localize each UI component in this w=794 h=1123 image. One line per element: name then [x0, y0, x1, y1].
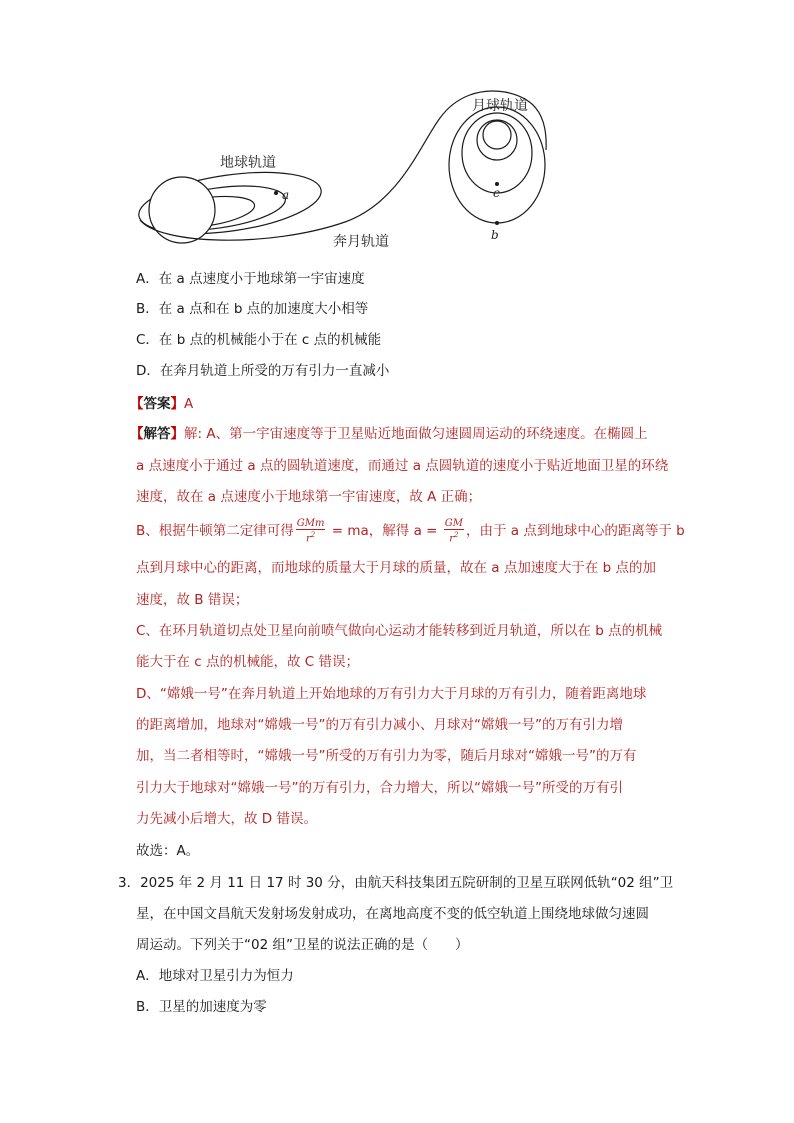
explanation-text-4-mid: = ma，解得 a =	[327, 523, 442, 540]
point-a-dot	[274, 191, 278, 195]
question-3-option-b: B．卫星的加速度为零	[136, 999, 267, 1015]
label-point-b: b	[491, 228, 499, 242]
moon	[483, 121, 511, 149]
explanation-text-11-e: 的万有	[596, 748, 637, 764]
label-point-a: a	[282, 188, 290, 202]
explanation-line-3: 速度，故在 a 点速度小于地球第一宇宙速度，故 A 正确；	[136, 489, 482, 505]
option-d: D．在奔月轨道上所受的万有引力一直减小	[136, 363, 390, 379]
label-earth-orbit: 地球轨道	[220, 155, 276, 171]
explanation-line-13: 力先减小后增大，故 D 错误。	[136, 811, 317, 827]
label-moon-orbit: 月球轨道	[472, 98, 528, 114]
label-transfer-orbit: 奔月轨道	[333, 234, 389, 250]
explanation-text-4-pre: B、根据牛顿第二定律可得	[136, 523, 294, 540]
fraction-gm-r2	[444, 518, 464, 544]
answer-line	[130, 394, 684, 414]
question-3-option-a: A．地球对卫星引力为恒力	[136, 968, 294, 984]
option-c: C．在 b 点的机械能小于在 c 点的机械能	[136, 332, 382, 348]
question-3-line-1: 3．2025 年 2 月 11 日 17 时 30 分，由航天科技集团五院研制的卫星互联网低轨“02 组”卫	[118, 875, 674, 891]
answer-open-bracket: 【	[130, 396, 144, 412]
explanation-text-4-post: ，由于 a 点到地球中心的距离等于 b	[466, 523, 685, 540]
option-b: B．在 a 点和在 b 点的加速度大小相等	[136, 301, 369, 317]
explanation-text-11-b: “嫦娥一号”	[257, 748, 326, 764]
explanation-line-6: 速度，故 B 错误；	[136, 592, 249, 608]
explanation-line-8: 能大于在 c 点的机械能，故 C 错误；	[136, 654, 360, 670]
explanation-open-bracket: 【	[130, 426, 144, 442]
explanation-text-11-a: 加，当二者相等时，	[136, 748, 258, 764]
explanation-close-bracket: 】	[170, 426, 184, 442]
explanation-line-5: 点到月球中心的距离，而地球的质量大于月球的质量，故在 a 点加速度大于在 b 点的加	[136, 560, 657, 576]
explanation-line-2: a 点速度小于通过 a 点的圆轨道速度，而通过 a 点圆轨道的速度小于贴近地面卫星的环绕	[136, 458, 669, 474]
fraction-2-numerator: GM	[444, 518, 463, 529]
fraction-1-exponent: 2	[310, 531, 316, 539]
explanation-line-1	[130, 424, 684, 444]
explanation-text-1: 解: A、第一宇宙速度等于卫星贴近地面做匀速圆周运动的环绕速度。在椭圆上	[184, 426, 648, 442]
point-b-dot	[495, 221, 499, 225]
question-3-line-2: 星，在中国文昌航天发射场发射成功，在离地高度不变的低空轨道上围绕地球做匀速圆	[136, 906, 649, 922]
answer-label: 答案	[143, 396, 171, 412]
explanation-conclusion: 故选：A。	[136, 843, 200, 859]
fraction-2-exponent: 2	[454, 531, 459, 539]
answer-value: A	[184, 396, 194, 412]
answer-close-bracket: 】	[170, 396, 184, 412]
fraction-1-numerator: GMm	[296, 518, 325, 529]
fraction-gmm-r2	[296, 518, 326, 544]
fraction-1-denominator: r	[306, 533, 311, 545]
earth	[149, 177, 215, 243]
orbit-diagram	[0, 0, 794, 260]
explanation-line-12: 引力大于地球对“嫦娥一号”的万有引力，合力增大，所以“嫦娥一号”所受的万有引	[136, 780, 623, 796]
explanation-line-4	[136, 518, 684, 544]
explanation-line-7: C、在环月轨道切点处卫星向前喷气做向心运动才能转移到近月轨道，所以在 b 点的机械	[136, 623, 663, 639]
explanation-label: 解答	[143, 426, 171, 442]
explanation-line-9: D、“嫦娥一号”在奔月轨道上开始地球的万有引力大于月球的万有引力，随着距离地球	[136, 686, 647, 702]
explanation-line-11	[136, 746, 684, 766]
fraction-2-denominator: r	[449, 533, 455, 545]
label-point-c: c	[493, 186, 500, 200]
explanation-line-10: 的距离增加，地球对“嫦娥一号”的万有引力减小、月球对“嫦娥一号”的万有引力增	[136, 717, 623, 733]
explanation-text-11-d: “嫦娥一号”	[528, 748, 596, 764]
question-3-line-3: 周运动。下列关于“02 组”卫星的说法正确的是（ ）	[136, 937, 469, 953]
explanation-text-11-c: 所受的万有引力为零，随后月球对	[325, 748, 528, 764]
option-a: A．在 a 点速度小于地球第一宇宙速度	[136, 271, 365, 287]
